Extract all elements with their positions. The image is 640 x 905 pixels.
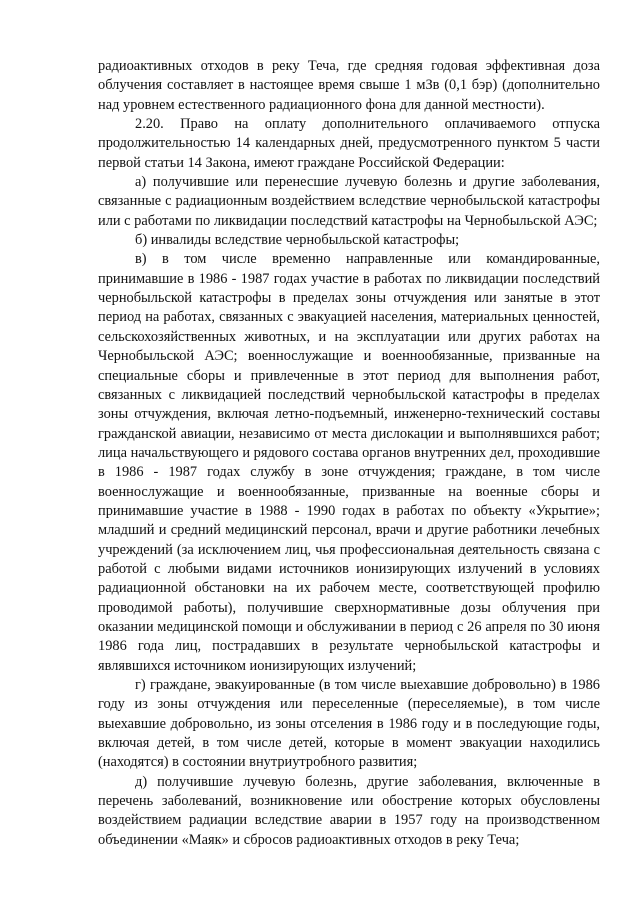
paragraph-item-g: г) граждане, эвакуированные (в том числе выехавшие добровольно) в 1986 году из зоны отчуждения или переселенные (переселяемые), в том числе выехавшие добровольно, из зоны отселения в 1986 году и в последующие годы, включая детей, в том числе детей, которые в момент эвакуации находились (находятся) в состоянии внутриутробного развития; [98,677,600,771]
paragraph-item-a: а) получившие или перенесшие лучевую болезнь и другие заболевания, связанные с радиационным воздействием вследствие чернобыльской катастрофы или с работами по ликвидации последствий катастрофы на Чернобыльской АЭС; [98,174,600,229]
paragraph-2-20: 2.20. Право на оплату дополнительного оплачиваемого отпуска продолжительностью 14 календарных дней, предусмотренного пунктом 5 части первой статьи 14 Закона, имеют граждане Российской Федерации: [98,116,600,171]
paragraph-item-v: в) в том числе временно направленные или командированные, принимавшие в 1986 - 1987 годах участие в работах по ликвидации последствий чернобыльской катастрофы в пределах зоны отчуждения или занятые в этот период на работах, связанных с эвакуацией населения, материальных ценностей, сельскохозяйственных животных, и на эксплуатации или других работах на Чернобыльской АЭС; военнослужащие и военнообязанные, призванные на специальные сборы и привлеченные в этот период для выполнения работ, связанных с ликвидацией последствий чернобыльской катастрофы в пределах зоны отчуждения, включая летно-подъемный, инженерно-технический составы гражданской авиации, независимо от места дислокации и выполнявшихся работ; лица начальствующего и рядового состава органов внутренних дел, проходившие в 1986 - 1987 годах службу в зоне отчуждения; граждане, в том числе военнослужащие и военнообязанные, призванные на военные сборы и принимавшие участие в 1988 - 1990 годах в работах по объекту «Укрытие»; младший и средний медицинский персонал, врачи и другие работники лечебных учреждений (за исключением лиц, чья профессиональная деятельность связана с работой с любыми видами источников ионизирующих излучений в условиях радиационной обстановки на их рабочем месте, соответствующей профилю проводимой работы), получившие сверхнормативные дозы облучения при оказании медицинской помощи и обслуживании в период с 26 апреля по 30 июня 1986 года лиц, пострадавших в результате чернобыльской катастрофы и являвшихся источником ионизирующих излучений; [98,251,600,674]
paragraph-item-b: б) инвалиды вследствие чернобыльской катастрофы; [135,232,460,249]
paragraph-continuation: радиоактивных отходов в реку Теча, где средняя годовая эффективная доза облучения составляет в настоящее время свыше 1 мЗв (0,1 бэр) (дополнительно над уровнем естественного радиационного фона для данной местности). [98,58,600,113]
paragraph-item-d: д) получившие лучевую болезнь, другие заболевания, включенные в перечень заболеваний, возникновение или обострение которых обусловлены воздействием радиации вследствие аварии в 1957 году на производственном объединении «Маяк» и сбросов радиоактивных отходов в реку Теча; [98,773,600,848]
